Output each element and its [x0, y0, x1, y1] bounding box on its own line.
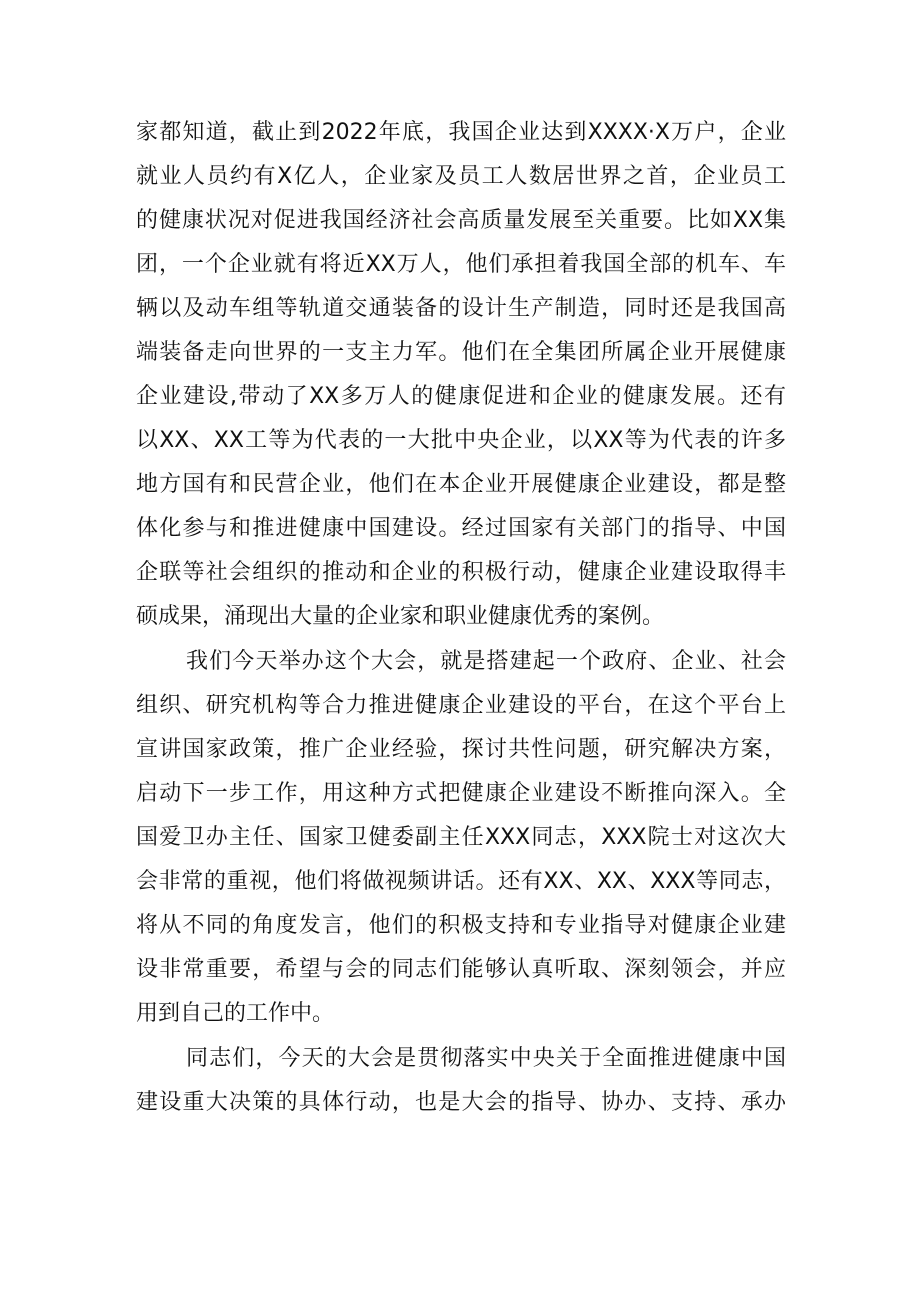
paragraph-2-line-6: 会非常的重视，他们将做视频讲话。还有XX、XX、XXX等同志， — [136, 869, 786, 894]
paragraph-1-line-6: 端装备走向世界的一支主力军。他们在全集团所属企业开展健康 — [136, 340, 786, 365]
paragraph-1-line-2: 就业人员约有X亿人，企业家及员工人数居世界之首，企业员工 — [136, 164, 786, 189]
paragraph-2-line-9: 用到自己的工作中。 — [136, 1001, 335, 1026]
paragraph-2-line-7: 将从不同的角度发言，他们的积极支持和专业指导对健康企业建 — [136, 913, 786, 938]
paragraph-1-line-7: 企业建设,带动了XX多万人的健康促进和企业的健康发展。还有 — [136, 384, 786, 409]
paragraph-2-line-1: 我们今天举办这个大会，就是搭建起一个政府、企业、社会 — [186, 649, 786, 674]
paragraph-1-line-9: 地方国有和民营企业，他们在本企业开展健康企业建设，都是整 — [136, 472, 786, 497]
paragraph-1-line-11: 企联等社会组织的推动和企业的积极行动，健康企业建设取得丰 — [136, 560, 786, 585]
paragraph-1-line-4: 团，一个企业就有将近XX万人，他们承担着我国全部的机车、车 — [136, 252, 786, 277]
paragraph-1-line-10: 体化参与和推进健康中国建设。经过国家有关部门的指导、中国 — [136, 516, 786, 541]
paragraph-3-line-2: 建设重大决策的具体行动，也是大会的指导、协办、支持、承办 — [136, 1090, 786, 1115]
paragraph-2-line-5: 国爱卫办主任、国家卫健委副主任XXX同志，XXX院士对这次大 — [136, 825, 786, 850]
paragraph-2-line-3: 宣讲国家政策，推广企业经验，探讨共性问题，研究解决方案， — [136, 737, 786, 762]
paragraph-2-line-8: 设非常重要，希望与会的同志们能够认真听取、深刻领会，并应 — [136, 957, 786, 982]
paragraph-1-line-5: 辆以及动车组等轨道交通装备的设计生产制造，同时还是我国高 — [136, 296, 786, 321]
paragraph-2-line-4: 启动下一步工作，用这种方式把健康企业建设不断推向深入。全 — [136, 781, 786, 806]
paragraph-1-line-3: 的健康状况对促进我国经济社会高质量发展至关重要。比如XX集 — [136, 208, 786, 233]
paragraph-3-line-1: 同志们，今天的大会是贯彻落实中央关于全面推进健康中国 — [186, 1046, 786, 1071]
paragraph-1-line-8: 以XX、XX工等为代表的一大批中央企业，以XX等为代表的许多 — [136, 428, 786, 453]
paragraph-1-line-1: 家都知道，截止到2022年底，我国企业达到XXXX·X万户，企业 — [136, 120, 786, 145]
paragraph-2-line-2: 组织、研究机构等合力推进健康企业建设的平台，在这个平台上 — [136, 693, 786, 718]
paragraph-1-line-12: 硕成果，涌现出大量的企业家和职业健康优秀的案例。 — [136, 604, 665, 629]
